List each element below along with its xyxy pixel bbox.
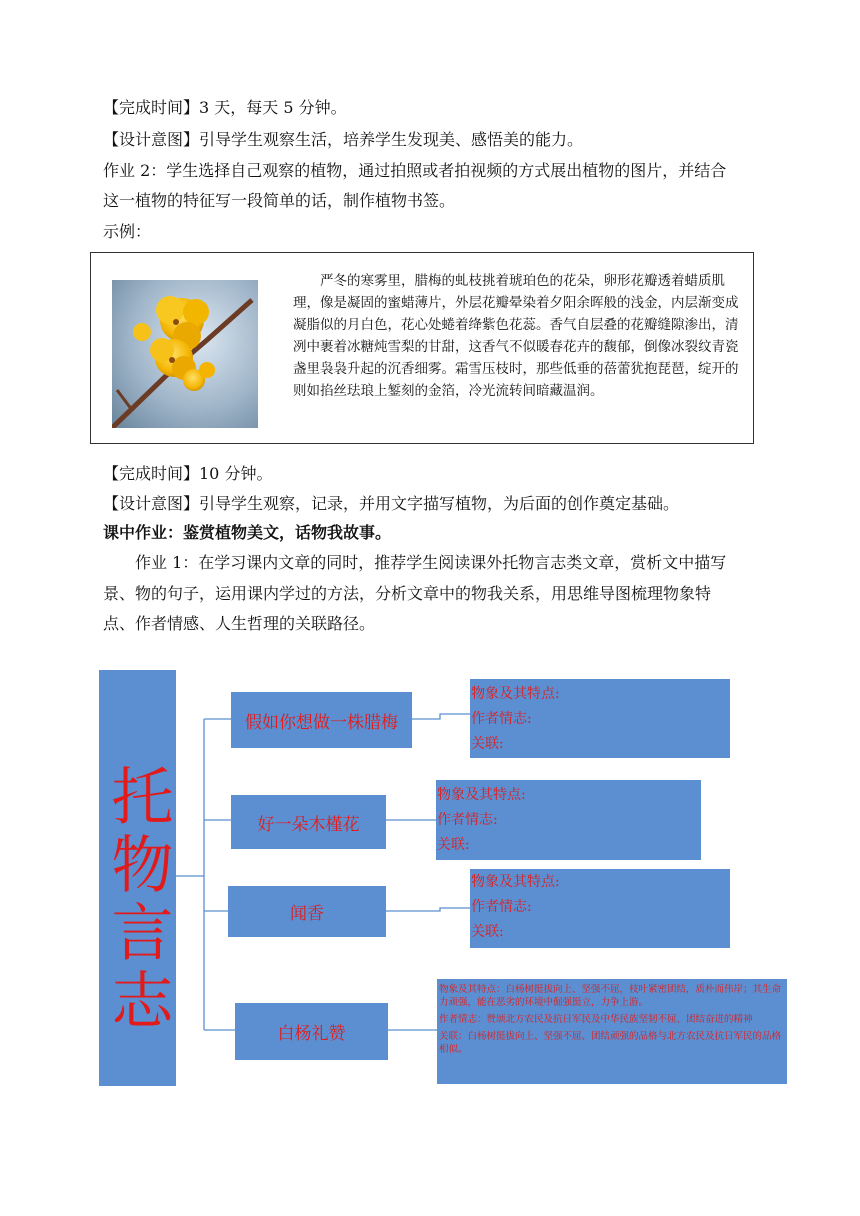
completion-time-2: 【完成时间】10 分钟。 [103, 464, 273, 483]
info-box-baiyang: 物象及其特点：白杨树挺拔向上、坚强不屈，枝叶紧密团结，质朴而伟岸；其生命力顽强，能在恶劣的环境中倔强挺立，力争上游。 作者情志：赞颂北方农民及抗日军民及中华民族坚韧不屈、团结奋进的精神 关联：白杨树挺拔向上、坚强不屈、团结顽强的品格与北方农民及抗日军民的品格相似。 [437, 979, 787, 1084]
design-intent-1: 【设计意图】引导学生观察生活，培养学生发现美、感悟美的能力。 [103, 130, 584, 149]
assignment-1-line-3: 点、作者情感、人生哲理的关联路径。 [103, 614, 376, 633]
info-box-mujin: 物象及其特点: 作者情志: 关联: [436, 780, 701, 860]
info-box-lamei: 物象及其特点: 作者情志: 关联: [470, 679, 730, 758]
root-title: 托物言志 [101, 764, 174, 1036]
info-box-wenxiang: 物象及其特点: 作者情志: 关联: [470, 869, 730, 948]
assignment-1-line-1: 作业 1：在学习课内文章的同时，推荐学生阅读课外托物言志类文章，赏析文中描写 [135, 553, 727, 572]
design-intent-2: 【设计意图】引导学生观察，记录，并用文字描写植物，为后面的创作奠定基础。 [103, 494, 680, 513]
in-class-assignment-heading: 课中作业：鉴赏植物美文，话物我故事。 [103, 523, 392, 542]
assignment-2-line-2: 这一植物的特征写一段简单的话，制作植物书签。 [103, 191, 456, 210]
assignment-2-line-1: 作业 2：学生选择自己观察的植物，通过拍照或者拍视频的方式展出植物的图片，并结合 [103, 161, 727, 180]
node-mujin: 好一朵木槿花 [231, 795, 386, 849]
node-wenxiang: 闻香 [228, 886, 386, 937]
assignment-1-line-2: 景、物的句子，运用课内学过的方法，分析文章中的物我关系，用思维导图梳理物象特 [103, 584, 712, 603]
bookmark-text: 严冬的寒雾里，腊梅的虬枝挑着琥珀色的花朵，卵形花瓣透着蜡质肌理，像是凝固的蜜蜡薄片，外层花瓣晕染着夕阳余晖般的浅金，内层渐变成凝脂似的月白色，花心处蜷着绛紫色花蕊。香气自层叠的花瓣缝隙渗出，清冽中裹着冰糖炖雪梨的甘甜，这香气不似暖春花卉的馥郁，倒像冰裂纹青瓷盏里袅袅升起的沉香细雾。霜雪压枝时，那些低垂的蓓蕾犹抱琵琶，绽开的则如掐丝珐琅上錾刻的金箔，冷光流转间暗藏温润。 [293, 273, 739, 399]
node-lamei: 假如你想做一株腊梅 [231, 692, 412, 748]
completion-time-1: 【完成时间】3 天，每天 5 分钟。 [103, 98, 347, 117]
example-label: 示例： [103, 222, 152, 241]
node-baiyang: 白杨礼赞 [235, 1003, 388, 1060]
